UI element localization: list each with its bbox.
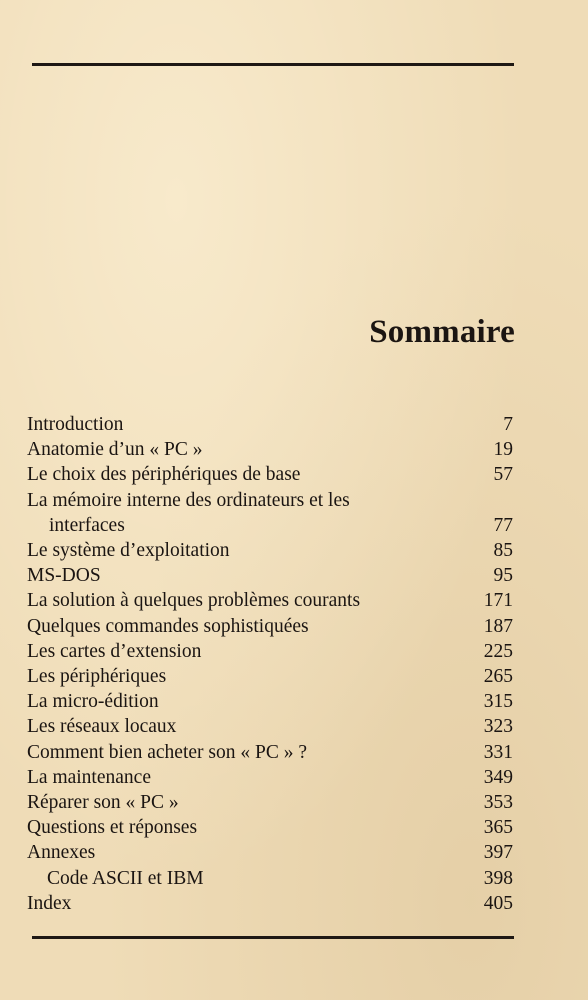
toc-entry-micro-edition: [27, 689, 513, 714]
top-rule: [32, 63, 514, 66]
toc-entry-page: 57: [493, 464, 513, 486]
toc-entry-cartes-extension: [27, 639, 513, 664]
toc-entry-label: Annexes: [27, 842, 96, 864]
toc-entry-page: 225: [483, 640, 513, 662]
toc-entry-systeme-exploitation: [27, 538, 513, 563]
toc-entry-label: Les périphériques: [27, 666, 167, 688]
toc-entry-page: 77: [493, 514, 513, 536]
toc-entry-page: 349: [483, 766, 513, 788]
toc-entry-label: Les cartes d’extension: [27, 640, 202, 662]
toc-entry-index: [27, 891, 513, 916]
toc-entry-label: Anatomie d’un « PC »: [27, 439, 203, 461]
toc-entry-solution-problemes: [27, 588, 513, 613]
toc-entry-page: 85: [493, 540, 513, 562]
toc-entry-label: Introduction: [27, 414, 124, 435]
bottom-rule: [32, 936, 514, 939]
toc-entry-annexes: [27, 840, 513, 865]
toc-entry-label-line1: La mémoire interne des ordinateurs et les: [27, 489, 350, 511]
toc-entry-label: Comment bien acheter son « PC » ?: [27, 741, 307, 763]
toc-entry-page: 7: [503, 414, 513, 435]
toc-entry-label: Le système d’exploitation: [27, 540, 230, 562]
toc-entry-label: La maintenance: [27, 766, 151, 788]
toc-entry-page: 265: [483, 666, 513, 688]
toc-entry-page: 171: [483, 590, 513, 612]
toc-entry-label-line2: interfaces: [49, 514, 125, 536]
toc-entry-choix-peripheriques: [27, 462, 513, 487]
toc-entry-label: [27, 488, 465, 538]
toc-entry-page: 397: [483, 842, 513, 864]
toc-entry-code-ascii: [27, 866, 513, 891]
toc-entry-label: Index: [27, 892, 72, 914]
toc-entry-page: 315: [483, 691, 513, 713]
toc-entry-questions-reponses: [27, 815, 513, 840]
toc-entry-label: La solution à quelques problèmes courants: [27, 590, 361, 612]
toc-entry-label: MS-DOS: [27, 565, 101, 587]
toc-entry-page: 398: [483, 867, 513, 889]
page-title: Sommaire: [369, 314, 515, 350]
toc-entry-label: Réparer son « PC »: [27, 792, 179, 814]
toc-entry-page: 405: [483, 892, 513, 914]
toc-entry-ms-dos: [27, 563, 513, 588]
toc-entry-memoire-interne: [27, 488, 513, 538]
toc-entry-label: La micro-édition: [27, 691, 159, 713]
toc-entry-page: 323: [483, 716, 513, 738]
toc-entry-reseaux-locaux: [27, 714, 513, 739]
toc-entry-page: 365: [483, 817, 513, 839]
toc-entry-peripheriques: [27, 664, 513, 689]
toc-entry-label: Le choix des périphériques de base: [27, 464, 301, 486]
toc-entry-maintenance: [27, 765, 513, 790]
toc-entry-label: Quelques commandes sophistiquées: [27, 615, 309, 637]
toc-entry-page: 187: [483, 615, 513, 637]
toc-entry-commandes-sophistiquees: [27, 614, 513, 639]
toc-entry-page: 353: [483, 792, 513, 814]
toc-entry-acheter-pc: [27, 740, 513, 765]
toc-entry-page: 331: [483, 741, 513, 763]
toc-entry-label: Code ASCII et IBM: [47, 867, 204, 889]
toc-entry-page: 95: [493, 565, 513, 587]
toc-entry-reparer-pc: [27, 790, 513, 815]
toc-entry-label: Questions et réponses: [27, 817, 198, 839]
toc-entry-introduction: [27, 412, 513, 437]
toc-entry-page: 19: [493, 439, 513, 461]
toc-entry-anatomie: [27, 437, 513, 462]
toc-entry-label: Les réseaux locaux: [27, 716, 177, 738]
table-of-contents: [27, 412, 513, 916]
